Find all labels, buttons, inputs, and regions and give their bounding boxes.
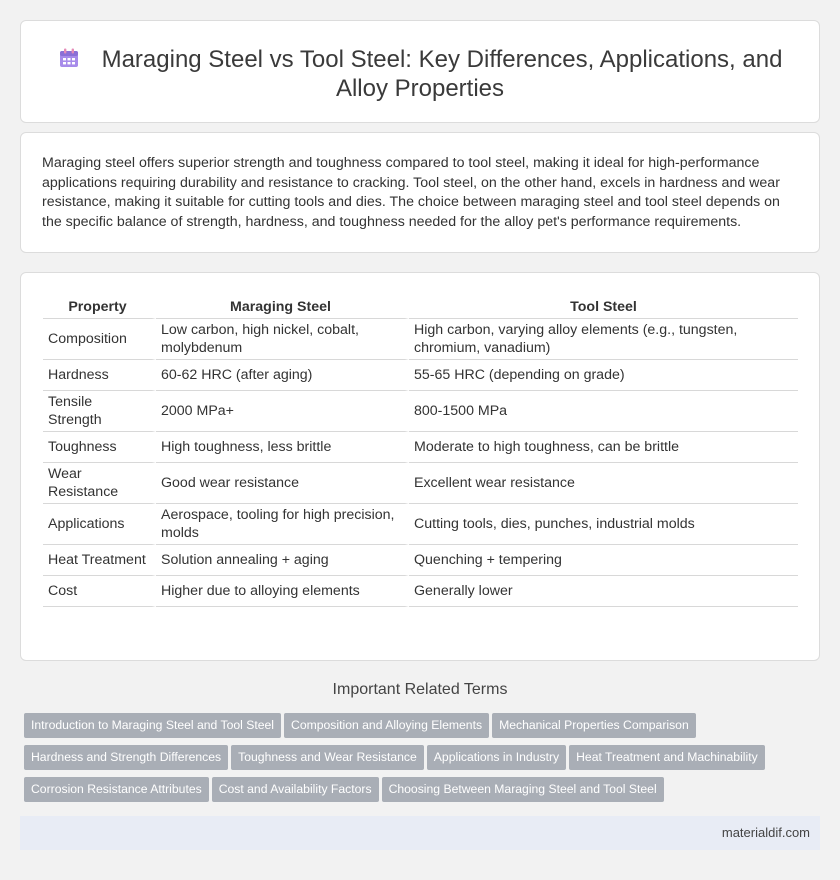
table-row (43, 545, 798, 576)
title-line-1: Maraging Steel vs Tool Steel: Key Differences, Applications, and (101, 46, 783, 73)
related-term-tag[interactable]: Hardness and Strength Differences (24, 745, 228, 770)
property-cell: Cost (43, 576, 156, 607)
property-cell: Toughness (43, 432, 156, 463)
maraging-cell: Aerospace, tooling for high precision, molds (156, 504, 409, 545)
related-term-tag[interactable]: Choosing Between Maraging Steel and Tool Steel (382, 777, 664, 802)
summary-paragraph: Maraging steel offers superior strength and toughness compared to tool steel, making it ideal for high-performance applications requiring durability and resistance to cracking. Tool steel, on the other hand, excels in hardness and wear resistance, making it suitable for cutting tools and dies. The choice between maraging steel and tool steel depends on the specific balance of strength, hardness, and toughness needed for the alloy pet's performance requirements. (42, 155, 780, 230)
related-term-tag[interactable]: Heat Treatment and Machinability (569, 745, 765, 770)
maraging-cell: Good wear resistance (156, 463, 409, 504)
property-cell: Heat Treatment (43, 545, 156, 576)
related-term-tag[interactable]: Cost and Availability Factors (212, 777, 379, 802)
property-cell: Wear Resistance (43, 463, 156, 504)
related-term-tag[interactable]: Mechanical Properties Comparison (492, 713, 696, 738)
tool-cell: 800-1500 MPa (409, 391, 798, 432)
table-row (43, 576, 798, 607)
header-tool-steel: Tool Steel (409, 293, 798, 319)
maraging-cell: Solution annealing + aging (156, 545, 409, 576)
title-card (20, 20, 820, 123)
maraging-cell: 60-62 HRC (after aging) (156, 360, 409, 391)
footer-site-link[interactable]: materialdif.com (721, 825, 810, 840)
related-terms-heading: Important Related Terms (332, 681, 508, 698)
header-property: Property (43, 293, 156, 319)
related-term-tag[interactable]: Applications in Industry (427, 745, 566, 770)
table-row (43, 432, 798, 463)
table-row (43, 504, 798, 545)
table-row (43, 360, 798, 391)
maraging-cell: Higher due to alloying elements (156, 576, 409, 607)
page-title (21, 45, 819, 103)
property-cell: Hardness (43, 360, 156, 391)
tool-cell: Quenching + tempering (409, 545, 798, 576)
property-cell: Applications (43, 504, 156, 545)
property-cell: Tensile Strength (43, 391, 156, 432)
maraging-cell: High toughness, less brittle (156, 432, 409, 463)
tool-cell: High carbon, varying alloy elements (e.g., tungsten, chromium, vanadium) (409, 319, 798, 360)
summary-card (20, 132, 820, 253)
related-term-tag[interactable]: Corrosion Resistance Attributes (24, 777, 209, 802)
related-terms-list (24, 713, 814, 809)
related-term-tag[interactable]: Toughness and Wear Resistance (231, 745, 424, 770)
title-line-2: Alloy Properties (335, 75, 505, 102)
property-cell: Composition (43, 319, 156, 360)
tool-cell: Moderate to high toughness, can be brittle (409, 432, 798, 463)
maraging-cell: 2000 MPa+ (156, 391, 409, 432)
tool-cell: Generally lower (409, 576, 798, 607)
related-term-tag[interactable]: Introduction to Maraging Steel and Tool Steel (24, 713, 281, 738)
comparison-table (43, 293, 798, 607)
calendar-icon (58, 47, 80, 69)
tool-cell: Excellent wear resistance (409, 463, 798, 504)
header-maraging-steel: Maraging Steel (156, 293, 409, 319)
tool-cell: Cutting tools, dies, punches, industrial molds (409, 504, 798, 545)
footer (20, 816, 820, 850)
tool-cell: 55-65 HRC (depending on grade) (409, 360, 798, 391)
related-term-tag[interactable]: Composition and Alloying Elements (284, 713, 489, 738)
maraging-cell: Low carbon, high nickel, cobalt, molybdenum (156, 319, 409, 360)
table-header-row (43, 293, 798, 319)
table-row (43, 319, 798, 360)
table-row (43, 463, 798, 504)
comparison-card (20, 272, 820, 661)
table-row (43, 391, 798, 432)
